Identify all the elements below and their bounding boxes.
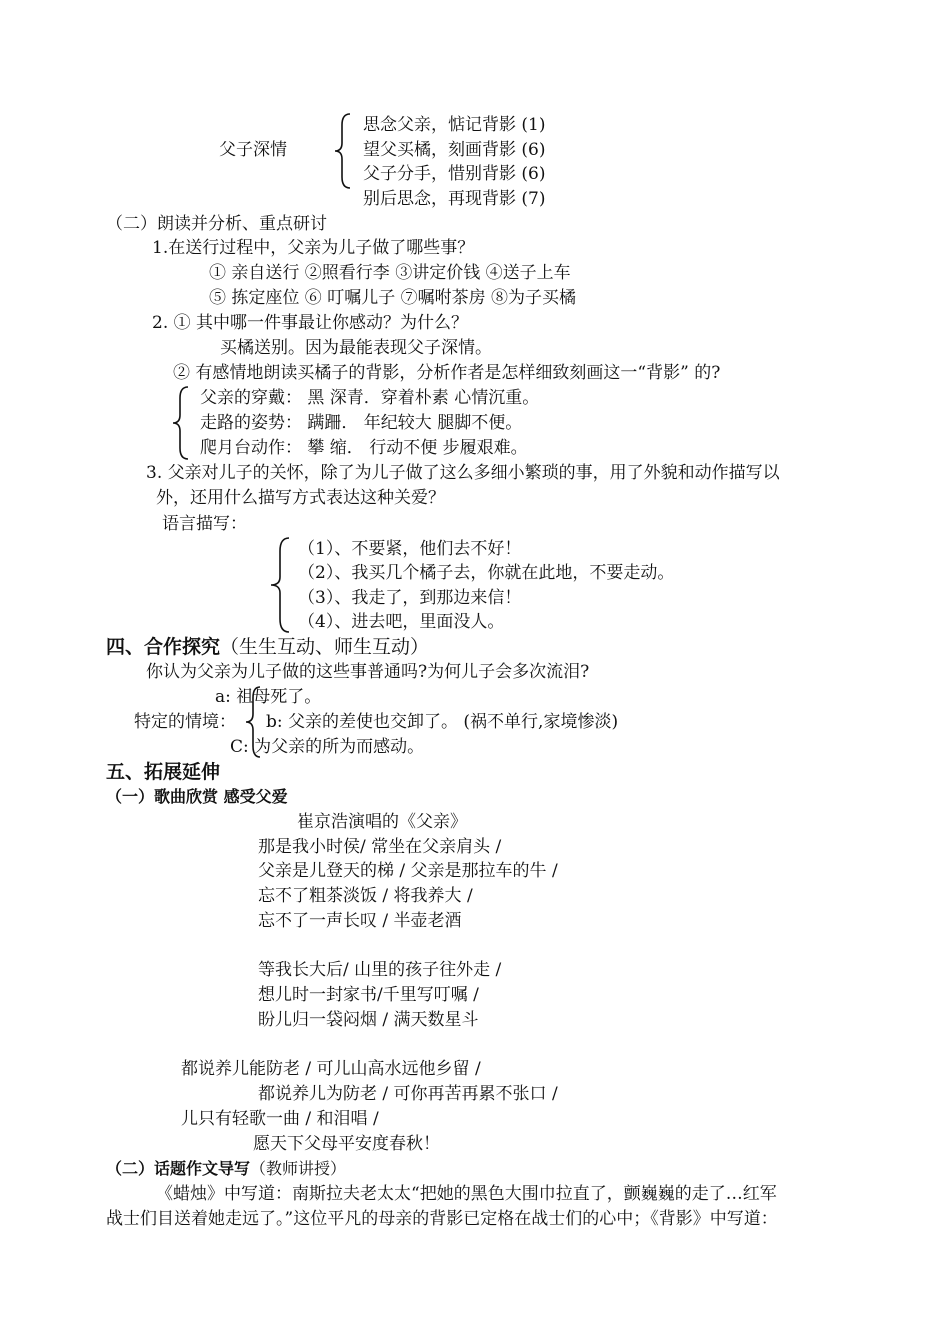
question-2b: ② 有感情地朗读买橘子的背影，分析作者是怎样细致刻画这一“背影” 的? [173,363,721,383]
analysis-brace [172,386,190,460]
speech-brace [270,537,292,633]
summary-item: 望父买橘，刻画背影 (6) [363,140,546,160]
question-3: 3. 父亲对儿子的关怀，除了为儿子做了这么多细小繁琐的事，用了外貌和动作描写以 [146,463,780,483]
subsection-writing-note: （教师讲授） [250,1159,347,1178]
question-3-cont: 外，还用什么描写方式表达这种关爱？ [156,488,445,508]
subsection-song: （一）歌曲欣赏 感受父爱 [106,787,288,806]
song-title: 崔京浩演唱的《父亲》 [297,812,467,832]
lyric-line: 想儿时一封家书/千里写叮嘱 / [258,985,479,1005]
lyric-line: 忘不了粗茶淡饭 / 将我养大 / [258,886,473,906]
answer-row: ⑤ 拣定座位 ⑥ 叮嘱儿子 ⑦嘱咐茶房 ⑧为子买橘 [209,288,577,308]
summary-label: 父子深情 [219,140,287,160]
situation-item: b: 父亲的差使也交卸了。 (祸不单行,家境惨淡) [266,712,619,732]
situation-label: 特定的情境： [134,712,236,732]
analysis-item: 父亲的穿戴： 黑 深青．穿着朴素 心情沉重。 [200,388,540,408]
lyric-line: 愿天下父母平安度春秋！ [253,1134,440,1154]
situation-item: a: 祖母死了。 [215,687,322,707]
paragraph-line: 战士们目送着她走远了。”这位平凡的母亲的背影已定格在战士们的心中；《背影》中写道： [106,1209,778,1229]
lyric-line: 那是我小时侯/ 常坐在父亲肩头 / [258,837,502,857]
lyric-line: 盼儿归一袋闷烟 / 满天数星斗 [258,1010,479,1030]
section-4-note: （生生互动、师生互动） [220,636,430,658]
lyric-line: 都说养儿为防老 / 可你再苦再累不张口 / [258,1084,558,1104]
section-4-question: 你认为父亲为儿子做的这些事普通吗?为何儿子会多次流泪? [146,662,590,682]
paragraph-line: 《蜡烛》中写道：南斯拉夫老太太“把她的黑色大围巾拉直了，颤巍巍的走了…红军 [156,1184,777,1204]
question-2: 2. ① 其中哪一件事最让你感动？为什么？ [152,313,469,333]
summary-item: 别后思念，再现背影 (7) [363,189,546,209]
summary-item: 父子分手，惜别背影 (6) [363,164,546,184]
section-4-heading [106,635,429,659]
speech-item: （4）、进去吧，里面没人。 [298,612,505,632]
situation-item: C: 为父亲的所为而感动。 [230,737,425,757]
lyric-line: 都说养儿能防老 / 可儿山高水远他乡留 / [181,1059,481,1079]
subsection-writing-title: （二）话题作文导写 [106,1159,251,1178]
summary-brace [334,113,354,189]
speech-label: 语言描写： [162,514,247,534]
section-heading: （二）朗读并分析、重点研讨 [106,214,327,234]
lyric-line: 忘不了一声长叹 / 半壶老酒 [258,911,462,931]
section-4-title: 四、合作探究 [106,636,221,658]
speech-item: （1）、不要紧，他们去不好！ [298,539,522,559]
answer-text: 买橘送别。因为最能表现父子深情。 [220,338,492,358]
analysis-item: 走路的姿势： 蹒跚． 年纪较大 腿脚不便。 [200,413,523,433]
lyric-line: 儿只有轻歌一曲 / 和泪唱 / [181,1109,379,1129]
answer-row: ① 亲自送行 ②照看行李 ③讲定价钱 ④送子上车 [209,263,571,283]
question-1: 1.在送行过程中，父亲为儿子做了哪些事？ [152,238,475,258]
summary-item: 思念父亲，惦记背影 (1) [363,115,546,135]
subsection-writing [106,1157,346,1181]
analysis-item: 爬月台动作： 攀 缩． 行动不便 步履艰难。 [200,438,528,458]
speech-item: （2）、我买几个橘子去，你就在此地，不要走动。 [298,563,675,583]
lyric-line: 等我长大后/ 山里的孩子往外走 / [258,960,502,980]
speech-item: （3）、我走了，到那边来信！ [298,588,522,608]
section-5-title: 五、拓展延伸 [106,761,221,783]
lyric-line: 父亲是儿登天的梯 / 父亲是那拉车的牛 / [258,861,558,881]
